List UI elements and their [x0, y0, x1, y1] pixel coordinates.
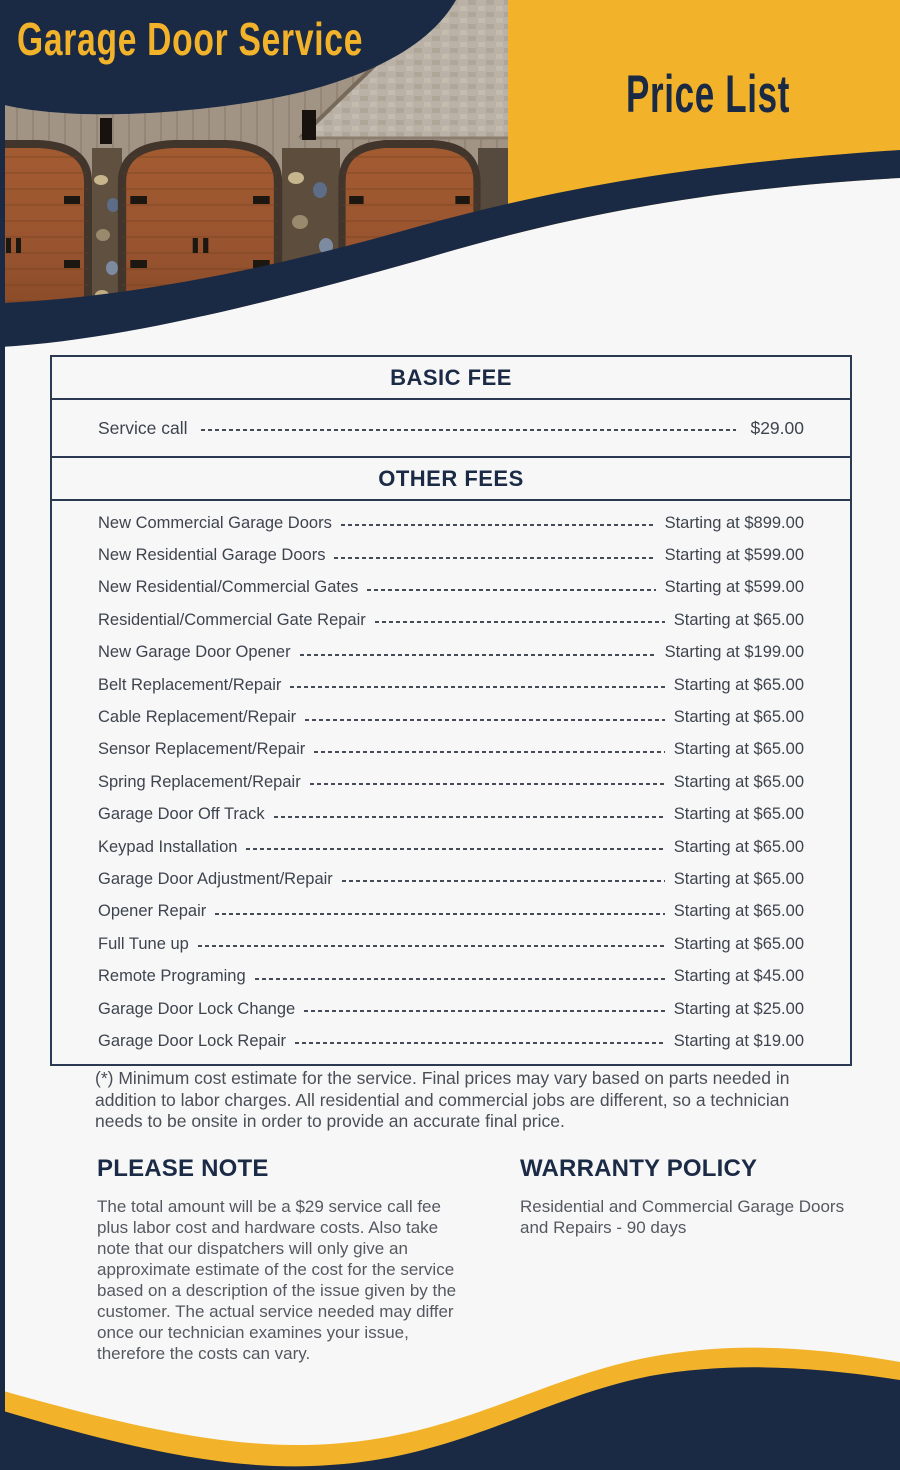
please-note-heading: PLEASE NOTE	[97, 1155, 269, 1182]
fee-label: Garage Door Adjustment/Repair	[98, 869, 333, 888]
fee-price: Starting at $65.00	[673, 869, 804, 888]
dash-leader	[198, 945, 665, 947]
dash-leader	[295, 1042, 665, 1044]
warranty-policy-body: Residential and Commercial Garage Doors and Repairs - 90 days	[520, 1197, 845, 1237]
dash-leader	[341, 524, 656, 526]
dash-leader	[304, 1010, 665, 1012]
basic-fee-heading: BASIC FEE	[52, 357, 850, 400]
fee-label: Keypad Installation	[98, 837, 238, 856]
footer-navy-wave	[0, 1367, 900, 1470]
page-title: Price List	[625, 65, 791, 124]
fee-row	[52, 960, 850, 992]
fee-row	[52, 669, 850, 701]
fee-price: Starting at $45.00	[673, 967, 804, 986]
dash-leader	[201, 429, 736, 431]
fee-price: Starting at $25.00	[673, 999, 804, 1018]
fee-row	[52, 863, 850, 895]
brand-title: Garage Door Service	[17, 13, 364, 65]
fee-row	[52, 831, 850, 863]
please-note-body: The total amount will be a $29 service call fee plus labor cost and hardware costs. Also take note that our dispatchers will only give an approximate estimate of the cost for the service based on a description of the issue given by the customer. The actual service needed may differ once our technician examines your issue, therefore the costs can vary.	[97, 1197, 457, 1363]
fee-price: Starting at $65.00	[673, 708, 804, 727]
dash-leader	[215, 913, 665, 915]
fee-row	[52, 507, 850, 539]
dash-leader	[375, 621, 665, 623]
fee-label: Sensor Replacement/Repair	[98, 740, 306, 759]
fee-row	[52, 766, 850, 798]
basic-fee-row	[52, 400, 850, 456]
lamp	[302, 110, 316, 140]
fee-row	[52, 896, 850, 928]
fee-price: Starting at $65.00	[673, 837, 804, 856]
fee-label: New Residential/Commercial Gates	[98, 578, 359, 597]
other-fees-heading: OTHER FEES	[52, 456, 850, 501]
fee-row	[52, 993, 850, 1025]
fee-label: Garage Door Lock Repair	[98, 1031, 287, 1050]
dash-leader	[300, 654, 656, 656]
dash-leader	[310, 783, 665, 785]
warranty-policy-heading: WARRANTY POLICY	[520, 1155, 758, 1182]
dash-leader	[255, 978, 665, 980]
fee-price: Starting at $65.00	[673, 675, 804, 694]
fee-price: Starting at $65.00	[673, 610, 804, 629]
fee-label: Full Tune up	[98, 934, 189, 953]
dash-leader	[342, 880, 665, 882]
fee-label: New Commercial Garage Doors	[98, 513, 332, 532]
dash-leader	[246, 848, 664, 850]
fee-row	[52, 604, 850, 636]
fee-label: Remote Programing	[98, 967, 246, 986]
fee-price: Starting at $65.00	[673, 740, 804, 759]
footnote: (*) Minimum cost estimate for the service. Final prices may vary based on parts needed in addition to labor charges. All residential and commercial jobs are different, so a technician needs to be onsite in order to provide an accurate final price.	[95, 1068, 790, 1131]
fee-price: Starting at $599.00	[664, 546, 804, 565]
fee-row	[52, 928, 850, 960]
footer-graphic	[0, 1330, 900, 1470]
dash-leader	[305, 719, 665, 721]
lamp	[100, 118, 112, 144]
fee-label: Residential/Commercial Gate Repair	[98, 610, 366, 629]
fee-price: Starting at $599.00	[664, 578, 804, 597]
stone-pillar	[92, 148, 122, 312]
dash-leader	[314, 751, 664, 753]
left-edge-border	[0, 0, 5, 1470]
fee-table	[50, 355, 852, 1066]
dash-leader	[274, 816, 665, 818]
fee-price: $29.00	[750, 417, 804, 438]
fee-label: New Residential Garage Doors	[98, 546, 326, 565]
fee-price: Starting at $65.00	[673, 805, 804, 824]
fee-row	[52, 734, 850, 766]
dash-leader	[334, 557, 655, 559]
garage-door	[0, 144, 88, 312]
fee-price: Starting at $65.00	[673, 934, 804, 953]
fee-row	[52, 799, 850, 831]
fee-row	[52, 701, 850, 733]
dash-leader	[290, 686, 664, 688]
fee-price: Starting at $199.00	[664, 643, 804, 662]
fee-row	[52, 637, 850, 669]
fee-price: Starting at $65.00	[673, 902, 804, 921]
fee-label: Garage Door Off Track	[98, 805, 265, 824]
fee-label: Opener Repair	[98, 902, 207, 921]
fee-row	[52, 539, 850, 571]
fee-price: Starting at $899.00	[664, 513, 804, 532]
fee-label: New Garage Door Opener	[98, 643, 291, 662]
other-fees-body	[52, 501, 850, 1064]
fee-price: Starting at $19.00	[673, 1031, 804, 1050]
dash-leader	[367, 589, 655, 591]
fee-label: Service call	[98, 417, 188, 438]
fee-row	[52, 1025, 850, 1057]
fee-label: Garage Door Lock Change	[98, 999, 296, 1018]
fee-label: Spring Replacement/Repair	[98, 772, 301, 791]
fee-row	[52, 572, 850, 604]
fee-price: Starting at $65.00	[673, 772, 804, 791]
fee-label: Belt Replacement/Repair	[98, 675, 282, 694]
fee-label: Cable Replacement/Repair	[98, 708, 297, 727]
